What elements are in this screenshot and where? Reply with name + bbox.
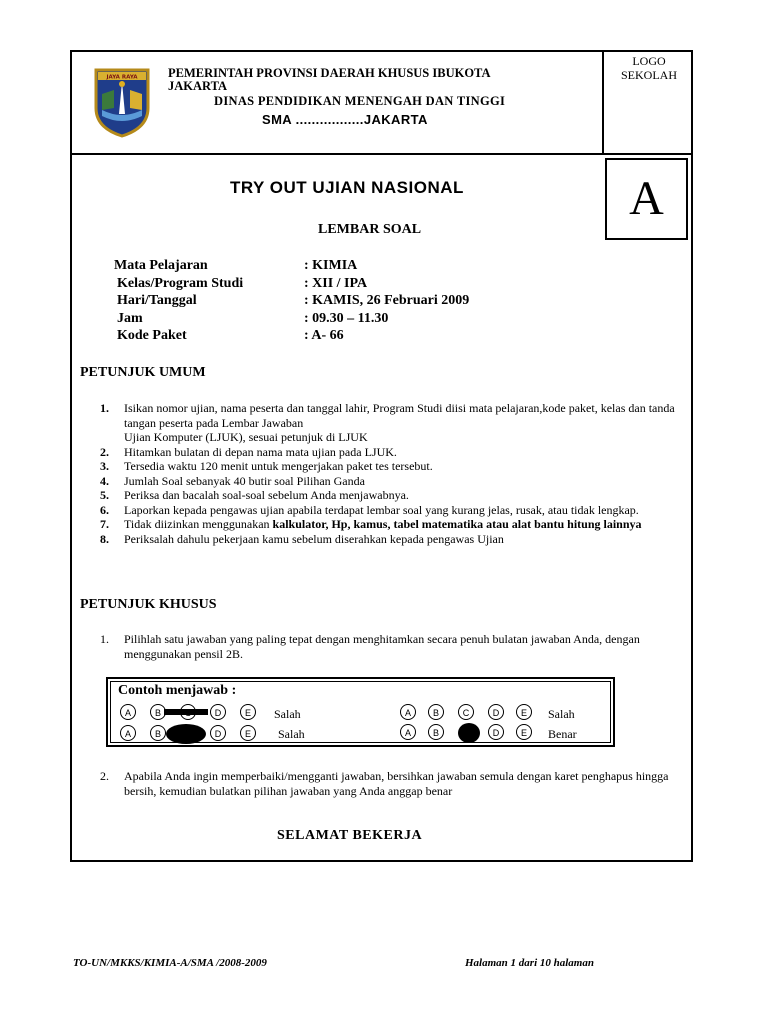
info-label: Kode Paket: [117, 328, 187, 343]
list-item: 2. Apabila Anda ingin memperbaiki/mengganti jawaban, bersihkan jawaban semula dengan karet penghapus hingga bersih, kemudian bulatkan pilihan jawaban yang Anda anggap benar: [100, 769, 669, 798]
info-value: : A- 66: [304, 328, 344, 343]
government-name-line1: PEMERINTAH PROVINSI DAERAH KHUSUS IBUKOTA: [168, 66, 491, 80]
bubble-a: A: [400, 724, 416, 740]
bubble-d: D: [210, 704, 226, 720]
bubble-e: E: [516, 724, 532, 740]
list-item: 8. Periksalah dahulu pekerjaan kamu sebelum diserahkan kepada pengawas Ujian: [100, 531, 504, 546]
jakarta-crest-logo: [92, 64, 152, 138]
header-divider: [72, 153, 691, 155]
bubble-d: D: [488, 724, 504, 740]
bubble-a: A: [120, 725, 136, 741]
example-result-label: Salah: [548, 707, 575, 721]
list-item: 5. Periksa dan bacalah soal-soal sebelum Anda menjawabnya.: [100, 488, 409, 502]
bubble-e: E: [516, 704, 532, 720]
list-item: 7. Tidak diizinkan menggunakan kalkulator, Hp, kamus, tabel matematika atau alat bantu hitung lainnya: [100, 517, 642, 531]
filled-correct-mark: [458, 723, 480, 743]
list-item: 4. Jumlah Soal sebanyak 40 butir soal Pilihan Ganda: [100, 473, 365, 488]
info-value: : 09.30 – 11.30: [304, 310, 389, 326]
bubble-b: B: [428, 724, 444, 740]
list-item: 1. Isikan nomor ujian, nama peserta dan tanggal lahir, Program Studi diisi mata pelajaran,kode paket, kelas dan tanda tangan peserta pada Lembar Jawaban Ujian Komputer (LJUK), sesuai petunjuk di LJUK: [100, 401, 675, 444]
overfilled-mark: [166, 724, 206, 744]
special-instructions-heading: PETUNJUK KHUSUS: [80, 597, 217, 612]
special-instructions-list: [92, 632, 690, 661]
bubble-b: B: [428, 704, 444, 720]
info-label: Hari/Tanggal: [117, 293, 197, 308]
answer-example-box: [106, 677, 615, 747]
info-labels: [114, 257, 243, 345]
example-title: Contoh menjawab :: [118, 683, 237, 698]
strike-mark: [164, 709, 208, 715]
bubble-b: B: [150, 725, 166, 741]
logo-label-line2: SEKOLAH: [621, 68, 677, 82]
package-letter-box: A: [605, 158, 688, 240]
government-name-line2: JAKARTA: [168, 79, 228, 93]
bubble-d: D: [488, 704, 504, 720]
exam-title: TRY OUT UJIAN NASIONAL: [230, 178, 464, 197]
school-name: SMA .................JAKARTA: [262, 112, 428, 127]
example-result-label: Benar: [548, 727, 577, 741]
footer-page-number: Halaman 1 dari 10 halaman: [465, 957, 594, 969]
info-values: [304, 257, 469, 345]
footer-code: TO-UN/MKKS/KIMIA-A/SMA /2008-2009: [73, 957, 267, 969]
example-result-label: Salah: [278, 727, 305, 741]
info-label: Mata Pelajaran: [114, 258, 208, 273]
list-item: 3. Tersedia waktu 120 menit untuk mengerjakan paket tes tersebut.: [100, 459, 433, 473]
list-item: 2. Hitamkan bulatan di depan nama mata ujian pada LJUK.: [100, 444, 397, 459]
logo-label-line1: LOGO: [632, 54, 666, 68]
bubble-c: C: [458, 704, 474, 720]
info-value: : KIMIA: [304, 258, 358, 273]
sheet-subtitle: LEMBAR SOAL: [318, 222, 422, 237]
crest-motto: JAYA RAYA: [106, 74, 138, 81]
general-instructions-heading: PETUNJUK UMUM: [80, 365, 206, 380]
bubble-e: E: [240, 725, 256, 741]
closing-text: SELAMAT BEKERJA: [277, 828, 423, 843]
page-frame: [70, 50, 693, 862]
special-instructions-list-cont: [92, 769, 690, 798]
list-item: 1. Pilihlah satu jawaban yang paling tepat dengan menghitamkan secara penuh bulatan jawaban Anda, dengan menggunakan pensil 2B.: [100, 632, 640, 661]
example-result-label: Salah: [274, 707, 301, 721]
general-instructions-list: [92, 401, 690, 546]
info-label: Jam: [117, 310, 143, 326]
bubble-a: A: [120, 704, 136, 720]
info-value: : KAMIS, 26 Februari 2009: [304, 293, 470, 308]
bubble-d: D: [210, 725, 226, 741]
list-item: 6. Laporkan kepada pengawas ujian apabila terdapat lembar soal yang kurang jelas, rusak, atau tidak lengkap.: [100, 502, 639, 517]
bubble-e: E: [240, 704, 256, 720]
bubble-a: A: [400, 704, 416, 720]
school-logo-placeholder: [604, 52, 694, 82]
header-divider-vertical: [602, 52, 604, 153]
info-label: Kelas/Program Studi: [117, 275, 244, 291]
info-value: : XII / IPA: [304, 275, 368, 291]
bubble-b: B: [150, 704, 166, 720]
department-name: DINAS PENDIDIKAN MENENGAH DAN TINGGI: [214, 94, 506, 108]
